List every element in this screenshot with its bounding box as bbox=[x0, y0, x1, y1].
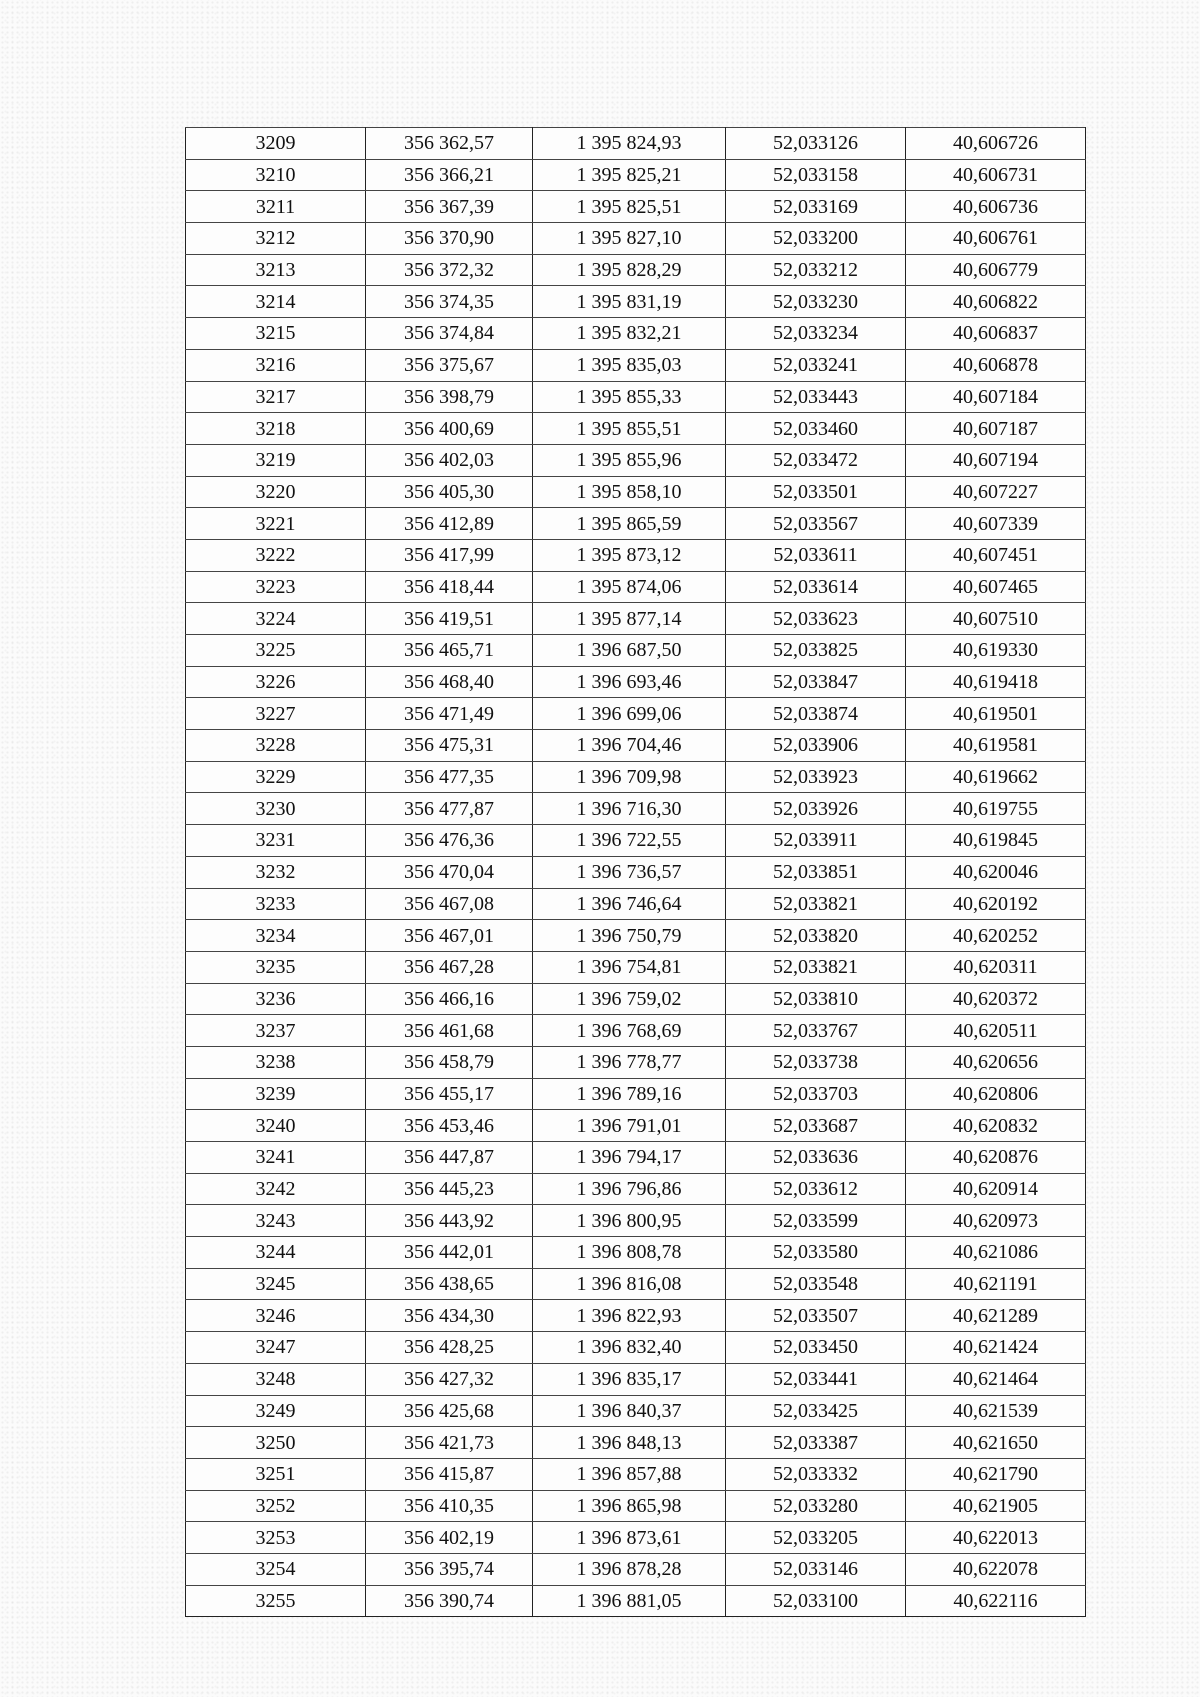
longitude-cell: 40,620372 bbox=[906, 983, 1086, 1015]
table-row bbox=[186, 1205, 1086, 1237]
coordinate-table bbox=[185, 127, 1086, 1617]
point-number-cell: 3218 bbox=[186, 413, 366, 445]
table-row bbox=[186, 1363, 1086, 1395]
y-coordinate-cell: 1 396 848,13 bbox=[533, 1427, 726, 1459]
point-number-cell: 3244 bbox=[186, 1237, 366, 1269]
latitude-cell: 52,033441 bbox=[726, 1363, 906, 1395]
longitude-cell: 40,606878 bbox=[906, 349, 1086, 381]
latitude-cell: 52,033636 bbox=[726, 1142, 906, 1174]
latitude-cell: 52,033623 bbox=[726, 603, 906, 635]
table-row bbox=[186, 635, 1086, 667]
latitude-cell: 52,033906 bbox=[726, 730, 906, 762]
x-coordinate-cell: 356 467,08 bbox=[366, 888, 533, 920]
x-coordinate-cell: 356 465,71 bbox=[366, 635, 533, 667]
x-coordinate-cell: 356 374,35 bbox=[366, 286, 533, 318]
longitude-cell: 40,622078 bbox=[906, 1553, 1086, 1585]
x-coordinate-cell: 356 390,74 bbox=[366, 1585, 533, 1617]
point-number-cell: 3238 bbox=[186, 1046, 366, 1078]
longitude-cell: 40,619845 bbox=[906, 825, 1086, 857]
latitude-cell: 52,033472 bbox=[726, 444, 906, 476]
y-coordinate-cell: 1 396 816,08 bbox=[533, 1268, 726, 1300]
y-coordinate-cell: 1 396 716,30 bbox=[533, 793, 726, 825]
table-row bbox=[186, 1078, 1086, 1110]
y-coordinate-cell: 1 395 865,59 bbox=[533, 508, 726, 540]
y-coordinate-cell: 1 395 828,29 bbox=[533, 254, 726, 286]
point-number-cell: 3233 bbox=[186, 888, 366, 920]
x-coordinate-cell: 356 461,68 bbox=[366, 1015, 533, 1047]
longitude-cell: 40,621650 bbox=[906, 1427, 1086, 1459]
longitude-cell: 40,606761 bbox=[906, 223, 1086, 255]
y-coordinate-cell: 1 396 736,57 bbox=[533, 856, 726, 888]
latitude-cell: 52,033614 bbox=[726, 571, 906, 603]
longitude-cell: 40,622013 bbox=[906, 1522, 1086, 1554]
latitude-cell: 52,033169 bbox=[726, 191, 906, 223]
y-coordinate-cell: 1 396 878,28 bbox=[533, 1553, 726, 1585]
longitude-cell: 40,619581 bbox=[906, 730, 1086, 762]
point-number-cell: 3255 bbox=[186, 1585, 366, 1617]
latitude-cell: 52,033507 bbox=[726, 1300, 906, 1332]
point-number-cell: 3245 bbox=[186, 1268, 366, 1300]
longitude-cell: 40,620914 bbox=[906, 1173, 1086, 1205]
longitude-cell: 40,620656 bbox=[906, 1046, 1086, 1078]
y-coordinate-cell: 1 396 881,05 bbox=[533, 1585, 726, 1617]
table-row bbox=[186, 1015, 1086, 1047]
table-row bbox=[186, 1237, 1086, 1269]
x-coordinate-cell: 356 370,90 bbox=[366, 223, 533, 255]
longitude-cell: 40,607194 bbox=[906, 444, 1086, 476]
latitude-cell: 52,033460 bbox=[726, 413, 906, 445]
longitude-cell: 40,621086 bbox=[906, 1237, 1086, 1269]
longitude-cell: 40,621905 bbox=[906, 1490, 1086, 1522]
y-coordinate-cell: 1 395 873,12 bbox=[533, 539, 726, 571]
y-coordinate-cell: 1 396 789,16 bbox=[533, 1078, 726, 1110]
longitude-cell: 40,607451 bbox=[906, 539, 1086, 571]
y-coordinate-cell: 1 395 855,33 bbox=[533, 381, 726, 413]
longitude-cell: 40,621790 bbox=[906, 1458, 1086, 1490]
longitude-cell: 40,620046 bbox=[906, 856, 1086, 888]
latitude-cell: 52,033425 bbox=[726, 1395, 906, 1427]
x-coordinate-cell: 356 471,49 bbox=[366, 698, 533, 730]
longitude-cell: 40,621464 bbox=[906, 1363, 1086, 1395]
longitude-cell: 40,606837 bbox=[906, 318, 1086, 350]
x-coordinate-cell: 356 372,32 bbox=[366, 254, 533, 286]
latitude-cell: 52,033146 bbox=[726, 1553, 906, 1585]
y-coordinate-cell: 1 395 831,19 bbox=[533, 286, 726, 318]
x-coordinate-cell: 356 477,87 bbox=[366, 793, 533, 825]
table-row bbox=[186, 1142, 1086, 1174]
table-row bbox=[186, 508, 1086, 540]
x-coordinate-cell: 356 427,32 bbox=[366, 1363, 533, 1395]
table-row bbox=[186, 920, 1086, 952]
table-row bbox=[186, 1300, 1086, 1332]
point-number-cell: 3230 bbox=[186, 793, 366, 825]
x-coordinate-cell: 356 374,84 bbox=[366, 318, 533, 350]
longitude-cell: 40,621539 bbox=[906, 1395, 1086, 1427]
latitude-cell: 52,033234 bbox=[726, 318, 906, 350]
point-number-cell: 3243 bbox=[186, 1205, 366, 1237]
latitude-cell: 52,033100 bbox=[726, 1585, 906, 1617]
table-row bbox=[186, 603, 1086, 635]
x-coordinate-cell: 356 443,92 bbox=[366, 1205, 533, 1237]
table-row bbox=[186, 1268, 1086, 1300]
longitude-cell: 40,621289 bbox=[906, 1300, 1086, 1332]
x-coordinate-cell: 356 438,65 bbox=[366, 1268, 533, 1300]
x-coordinate-cell: 356 417,99 bbox=[366, 539, 533, 571]
x-coordinate-cell: 356 375,67 bbox=[366, 349, 533, 381]
latitude-cell: 52,033548 bbox=[726, 1268, 906, 1300]
latitude-cell: 52,033874 bbox=[726, 698, 906, 730]
y-coordinate-cell: 1 395 824,93 bbox=[533, 128, 726, 160]
latitude-cell: 52,033205 bbox=[726, 1522, 906, 1554]
point-number-cell: 3219 bbox=[186, 444, 366, 476]
latitude-cell: 52,033212 bbox=[726, 254, 906, 286]
y-coordinate-cell: 1 396 699,06 bbox=[533, 698, 726, 730]
y-coordinate-cell: 1 396 840,37 bbox=[533, 1395, 726, 1427]
table-row bbox=[186, 1046, 1086, 1078]
point-number-cell: 3236 bbox=[186, 983, 366, 1015]
longitude-cell: 40,606731 bbox=[906, 159, 1086, 191]
latitude-cell: 52,033332 bbox=[726, 1458, 906, 1490]
latitude-cell: 52,033158 bbox=[726, 159, 906, 191]
y-coordinate-cell: 1 395 825,21 bbox=[533, 159, 726, 191]
latitude-cell: 52,033738 bbox=[726, 1046, 906, 1078]
table-row bbox=[186, 825, 1086, 857]
point-number-cell: 3248 bbox=[186, 1363, 366, 1395]
latitude-cell: 52,033911 bbox=[726, 825, 906, 857]
table-row bbox=[186, 951, 1086, 983]
table-row bbox=[186, 983, 1086, 1015]
x-coordinate-cell: 356 402,19 bbox=[366, 1522, 533, 1554]
x-coordinate-cell: 356 362,57 bbox=[366, 128, 533, 160]
point-number-cell: 3209 bbox=[186, 128, 366, 160]
y-coordinate-cell: 1 396 865,98 bbox=[533, 1490, 726, 1522]
longitude-cell: 40,620806 bbox=[906, 1078, 1086, 1110]
point-number-cell: 3239 bbox=[186, 1078, 366, 1110]
point-number-cell: 3232 bbox=[186, 856, 366, 888]
y-coordinate-cell: 1 396 794,17 bbox=[533, 1142, 726, 1174]
y-coordinate-cell: 1 396 722,55 bbox=[533, 825, 726, 857]
x-coordinate-cell: 356 467,28 bbox=[366, 951, 533, 983]
table-row bbox=[186, 413, 1086, 445]
point-number-cell: 3221 bbox=[186, 508, 366, 540]
latitude-cell: 52,033599 bbox=[726, 1205, 906, 1237]
longitude-cell: 40,619418 bbox=[906, 666, 1086, 698]
longitude-cell: 40,620876 bbox=[906, 1142, 1086, 1174]
table-row bbox=[186, 1585, 1086, 1617]
y-coordinate-cell: 1 396 704,46 bbox=[533, 730, 726, 762]
longitude-cell: 40,606779 bbox=[906, 254, 1086, 286]
x-coordinate-cell: 356 447,87 bbox=[366, 1142, 533, 1174]
point-number-cell: 3228 bbox=[186, 730, 366, 762]
y-coordinate-cell: 1 396 832,40 bbox=[533, 1332, 726, 1364]
point-number-cell: 3222 bbox=[186, 539, 366, 571]
table-row bbox=[186, 349, 1086, 381]
y-coordinate-cell: 1 395 827,10 bbox=[533, 223, 726, 255]
x-coordinate-cell: 356 442,01 bbox=[366, 1237, 533, 1269]
point-number-cell: 3216 bbox=[186, 349, 366, 381]
x-coordinate-cell: 356 425,68 bbox=[366, 1395, 533, 1427]
y-coordinate-cell: 1 395 874,06 bbox=[533, 571, 726, 603]
x-coordinate-cell: 356 412,89 bbox=[366, 508, 533, 540]
longitude-cell: 40,620192 bbox=[906, 888, 1086, 920]
longitude-cell: 40,620511 bbox=[906, 1015, 1086, 1047]
point-number-cell: 3212 bbox=[186, 223, 366, 255]
table-row bbox=[186, 793, 1086, 825]
point-number-cell: 3215 bbox=[186, 318, 366, 350]
longitude-cell: 40,619755 bbox=[906, 793, 1086, 825]
y-coordinate-cell: 1 396 822,93 bbox=[533, 1300, 726, 1332]
x-coordinate-cell: 356 467,01 bbox=[366, 920, 533, 952]
table-row bbox=[186, 381, 1086, 413]
x-coordinate-cell: 356 418,44 bbox=[366, 571, 533, 603]
point-number-cell: 3242 bbox=[186, 1173, 366, 1205]
x-coordinate-cell: 356 477,35 bbox=[366, 761, 533, 793]
y-coordinate-cell: 1 396 759,02 bbox=[533, 983, 726, 1015]
y-coordinate-cell: 1 396 768,69 bbox=[533, 1015, 726, 1047]
point-number-cell: 3237 bbox=[186, 1015, 366, 1047]
y-coordinate-cell: 1 396 796,86 bbox=[533, 1173, 726, 1205]
table-row bbox=[186, 571, 1086, 603]
table-row bbox=[186, 1490, 1086, 1522]
table-row bbox=[186, 1427, 1086, 1459]
y-coordinate-cell: 1 396 746,64 bbox=[533, 888, 726, 920]
point-number-cell: 3226 bbox=[186, 666, 366, 698]
y-coordinate-cell: 1 395 825,51 bbox=[533, 191, 726, 223]
point-number-cell: 3211 bbox=[186, 191, 366, 223]
table-row bbox=[186, 1553, 1086, 1585]
longitude-cell: 40,606736 bbox=[906, 191, 1086, 223]
longitude-cell: 40,607339 bbox=[906, 508, 1086, 540]
point-number-cell: 3246 bbox=[186, 1300, 366, 1332]
latitude-cell: 52,033820 bbox=[726, 920, 906, 952]
coordinate-table-body bbox=[186, 128, 1086, 1617]
table-row bbox=[186, 444, 1086, 476]
y-coordinate-cell: 1 396 754,81 bbox=[533, 951, 726, 983]
longitude-cell: 40,607184 bbox=[906, 381, 1086, 413]
x-coordinate-cell: 356 421,73 bbox=[366, 1427, 533, 1459]
longitude-cell: 40,607510 bbox=[906, 603, 1086, 635]
latitude-cell: 52,033687 bbox=[726, 1110, 906, 1142]
y-coordinate-cell: 1 396 857,88 bbox=[533, 1458, 726, 1490]
y-coordinate-cell: 1 396 873,61 bbox=[533, 1522, 726, 1554]
point-number-cell: 3249 bbox=[186, 1395, 366, 1427]
y-coordinate-cell: 1 396 808,78 bbox=[533, 1237, 726, 1269]
longitude-cell: 40,607187 bbox=[906, 413, 1086, 445]
latitude-cell: 52,033280 bbox=[726, 1490, 906, 1522]
longitude-cell: 40,607227 bbox=[906, 476, 1086, 508]
point-number-cell: 3235 bbox=[186, 951, 366, 983]
longitude-cell: 40,621424 bbox=[906, 1332, 1086, 1364]
point-number-cell: 3227 bbox=[186, 698, 366, 730]
table-row bbox=[186, 761, 1086, 793]
longitude-cell: 40,606822 bbox=[906, 286, 1086, 318]
latitude-cell: 52,033851 bbox=[726, 856, 906, 888]
y-coordinate-cell: 1 395 832,21 bbox=[533, 318, 726, 350]
table-row bbox=[186, 1173, 1086, 1205]
x-coordinate-cell: 356 453,46 bbox=[366, 1110, 533, 1142]
x-coordinate-cell: 356 468,40 bbox=[366, 666, 533, 698]
table-row bbox=[186, 1458, 1086, 1490]
table-row bbox=[186, 318, 1086, 350]
table-row bbox=[186, 191, 1086, 223]
y-coordinate-cell: 1 396 800,95 bbox=[533, 1205, 726, 1237]
x-coordinate-cell: 356 455,17 bbox=[366, 1078, 533, 1110]
x-coordinate-cell: 356 410,35 bbox=[366, 1490, 533, 1522]
longitude-cell: 40,619662 bbox=[906, 761, 1086, 793]
table-row bbox=[186, 1395, 1086, 1427]
point-number-cell: 3252 bbox=[186, 1490, 366, 1522]
table-row bbox=[186, 856, 1086, 888]
table-row bbox=[186, 1110, 1086, 1142]
y-coordinate-cell: 1 395 877,14 bbox=[533, 603, 726, 635]
longitude-cell: 40,622116 bbox=[906, 1585, 1086, 1617]
latitude-cell: 52,033126 bbox=[726, 128, 906, 160]
point-number-cell: 3217 bbox=[186, 381, 366, 413]
y-coordinate-cell: 1 396 778,77 bbox=[533, 1046, 726, 1078]
latitude-cell: 52,033230 bbox=[726, 286, 906, 318]
y-coordinate-cell: 1 396 709,98 bbox=[533, 761, 726, 793]
y-coordinate-cell: 1 395 835,03 bbox=[533, 349, 726, 381]
x-coordinate-cell: 356 476,36 bbox=[366, 825, 533, 857]
latitude-cell: 52,033810 bbox=[726, 983, 906, 1015]
latitude-cell: 52,033387 bbox=[726, 1427, 906, 1459]
latitude-cell: 52,033450 bbox=[726, 1332, 906, 1364]
longitude-cell: 40,621191 bbox=[906, 1268, 1086, 1300]
longitude-cell: 40,620311 bbox=[906, 951, 1086, 983]
y-coordinate-cell: 1 396 835,17 bbox=[533, 1363, 726, 1395]
x-coordinate-cell: 356 458,79 bbox=[366, 1046, 533, 1078]
latitude-cell: 52,033501 bbox=[726, 476, 906, 508]
x-coordinate-cell: 356 395,74 bbox=[366, 1553, 533, 1585]
y-coordinate-cell: 1 395 855,96 bbox=[533, 444, 726, 476]
longitude-cell: 40,607465 bbox=[906, 571, 1086, 603]
x-coordinate-cell: 356 475,31 bbox=[366, 730, 533, 762]
latitude-cell: 52,033703 bbox=[726, 1078, 906, 1110]
x-coordinate-cell: 356 398,79 bbox=[366, 381, 533, 413]
point-number-cell: 3231 bbox=[186, 825, 366, 857]
point-number-cell: 3220 bbox=[186, 476, 366, 508]
x-coordinate-cell: 356 402,03 bbox=[366, 444, 533, 476]
point-number-cell: 3234 bbox=[186, 920, 366, 952]
point-number-cell: 3214 bbox=[186, 286, 366, 318]
x-coordinate-cell: 356 470,04 bbox=[366, 856, 533, 888]
latitude-cell: 52,033926 bbox=[726, 793, 906, 825]
point-number-cell: 3253 bbox=[186, 1522, 366, 1554]
latitude-cell: 52,033611 bbox=[726, 539, 906, 571]
x-coordinate-cell: 356 419,51 bbox=[366, 603, 533, 635]
latitude-cell: 52,033241 bbox=[726, 349, 906, 381]
latitude-cell: 52,033847 bbox=[726, 666, 906, 698]
table-row bbox=[186, 476, 1086, 508]
table-row bbox=[186, 698, 1086, 730]
latitude-cell: 52,033821 bbox=[726, 888, 906, 920]
table-row bbox=[186, 286, 1086, 318]
latitude-cell: 52,033825 bbox=[726, 635, 906, 667]
point-number-cell: 3240 bbox=[186, 1110, 366, 1142]
longitude-cell: 40,619330 bbox=[906, 635, 1086, 667]
x-coordinate-cell: 356 400,69 bbox=[366, 413, 533, 445]
latitude-cell: 52,033443 bbox=[726, 381, 906, 413]
latitude-cell: 52,033767 bbox=[726, 1015, 906, 1047]
x-coordinate-cell: 356 367,39 bbox=[366, 191, 533, 223]
y-coordinate-cell: 1 395 858,10 bbox=[533, 476, 726, 508]
table-row bbox=[186, 223, 1086, 255]
longitude-cell: 40,620973 bbox=[906, 1205, 1086, 1237]
table-row bbox=[186, 888, 1086, 920]
longitude-cell: 40,619501 bbox=[906, 698, 1086, 730]
x-coordinate-cell: 356 428,25 bbox=[366, 1332, 533, 1364]
longitude-cell: 40,606726 bbox=[906, 128, 1086, 160]
y-coordinate-cell: 1 396 791,01 bbox=[533, 1110, 726, 1142]
point-number-cell: 3254 bbox=[186, 1553, 366, 1585]
point-number-cell: 3251 bbox=[186, 1458, 366, 1490]
latitude-cell: 52,033821 bbox=[726, 951, 906, 983]
latitude-cell: 52,033923 bbox=[726, 761, 906, 793]
x-coordinate-cell: 356 445,23 bbox=[366, 1173, 533, 1205]
table-row bbox=[186, 159, 1086, 191]
y-coordinate-cell: 1 396 693,46 bbox=[533, 666, 726, 698]
point-number-cell: 3241 bbox=[186, 1142, 366, 1174]
latitude-cell: 52,033567 bbox=[726, 508, 906, 540]
table-row bbox=[186, 730, 1086, 762]
point-number-cell: 3224 bbox=[186, 603, 366, 635]
table-row bbox=[186, 1332, 1086, 1364]
point-number-cell: 3247 bbox=[186, 1332, 366, 1364]
longitude-cell: 40,620252 bbox=[906, 920, 1086, 952]
point-number-cell: 3213 bbox=[186, 254, 366, 286]
y-coordinate-cell: 1 396 687,50 bbox=[533, 635, 726, 667]
x-coordinate-cell: 356 405,30 bbox=[366, 476, 533, 508]
longitude-cell: 40,620832 bbox=[906, 1110, 1086, 1142]
y-coordinate-cell: 1 396 750,79 bbox=[533, 920, 726, 952]
coordinate-table-container bbox=[185, 127, 1085, 1617]
latitude-cell: 52,033200 bbox=[726, 223, 906, 255]
point-number-cell: 3223 bbox=[186, 571, 366, 603]
table-row bbox=[186, 666, 1086, 698]
table-row bbox=[186, 539, 1086, 571]
x-coordinate-cell: 356 434,30 bbox=[366, 1300, 533, 1332]
x-coordinate-cell: 356 366,21 bbox=[366, 159, 533, 191]
point-number-cell: 3210 bbox=[186, 159, 366, 191]
table-row bbox=[186, 254, 1086, 286]
table-row bbox=[186, 1522, 1086, 1554]
point-number-cell: 3250 bbox=[186, 1427, 366, 1459]
y-coordinate-cell: 1 395 855,51 bbox=[533, 413, 726, 445]
latitude-cell: 52,033580 bbox=[726, 1237, 906, 1269]
table-row bbox=[186, 128, 1086, 160]
point-number-cell: 3229 bbox=[186, 761, 366, 793]
x-coordinate-cell: 356 415,87 bbox=[366, 1458, 533, 1490]
latitude-cell: 52,033612 bbox=[726, 1173, 906, 1205]
x-coordinate-cell: 356 466,16 bbox=[366, 983, 533, 1015]
point-number-cell: 3225 bbox=[186, 635, 366, 667]
